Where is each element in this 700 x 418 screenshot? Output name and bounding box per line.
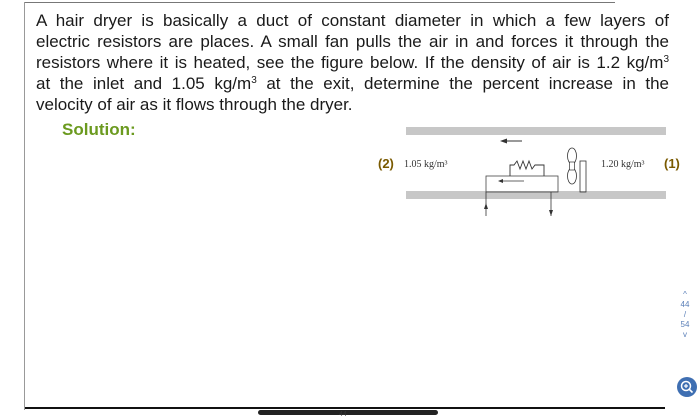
- superscript: 3: [663, 54, 669, 65]
- inlet-density: 1.20 kg/m³: [601, 159, 645, 170]
- exit-number: (2): [378, 156, 394, 171]
- heater-circuit: [486, 176, 558, 192]
- resistor-coil: [510, 161, 544, 176]
- problem-text: at the inlet and 1.05 kg/m: [36, 74, 252, 93]
- top-rule: [25, 2, 615, 3]
- problem-text: resistors where it is heated, see the figure below. If the density of air is 1.2 kg/m: [36, 53, 664, 72]
- previous-page-icon[interactable]: ^: [683, 290, 687, 299]
- solution-heading: Solution:: [62, 120, 136, 139]
- problem-line: electric resistors are places. A small fan pulls the air in and forces it through the: [36, 32, 669, 51]
- superscript: 3: [251, 75, 257, 86]
- next-page-icon[interactable]: v: [683, 330, 687, 339]
- page-number: 44: [339, 411, 347, 418]
- flow-arrow-head: [500, 139, 507, 144]
- fan-blade-bottom: [568, 168, 577, 184]
- bottom-rule: [25, 407, 665, 409]
- problem-text: at the exit, determine the percent increase in the: [256, 74, 670, 93]
- fan-motor-stand: [580, 161, 586, 192]
- duct-top-wall: [406, 127, 666, 135]
- left-rule: [24, 2, 25, 410]
- zoom-button[interactable]: [677, 377, 697, 397]
- hair-dryer-figure: [374, 118, 690, 230]
- wire-arrow-right: [549, 210, 553, 216]
- fan-hub: [570, 162, 575, 170]
- current-page-number: 44: [680, 300, 690, 309]
- problem-line: velocity of air as it flows through the dryer.: [36, 95, 353, 114]
- wire-arrow-left: [484, 203, 488, 209]
- fan-blade-top: [568, 148, 577, 164]
- exit-density: 1.05 kg/m³: [404, 159, 448, 170]
- page-navigator: [678, 290, 692, 360]
- problem-line: A hair dryer is basically a duct of constant diameter in which a few layers of: [36, 11, 669, 30]
- problem-line: [36, 52, 669, 73]
- total-pages: 54: [680, 320, 690, 329]
- inlet-number: (1): [664, 156, 680, 171]
- zoom-in-icon: [677, 377, 697, 397]
- page-separator: /: [683, 310, 687, 319]
- horizontal-scrollbar[interactable]: [258, 410, 438, 415]
- problem-statement: [36, 10, 669, 115]
- problem-line: [36, 73, 669, 94]
- internal-arrow-head: [498, 179, 503, 183]
